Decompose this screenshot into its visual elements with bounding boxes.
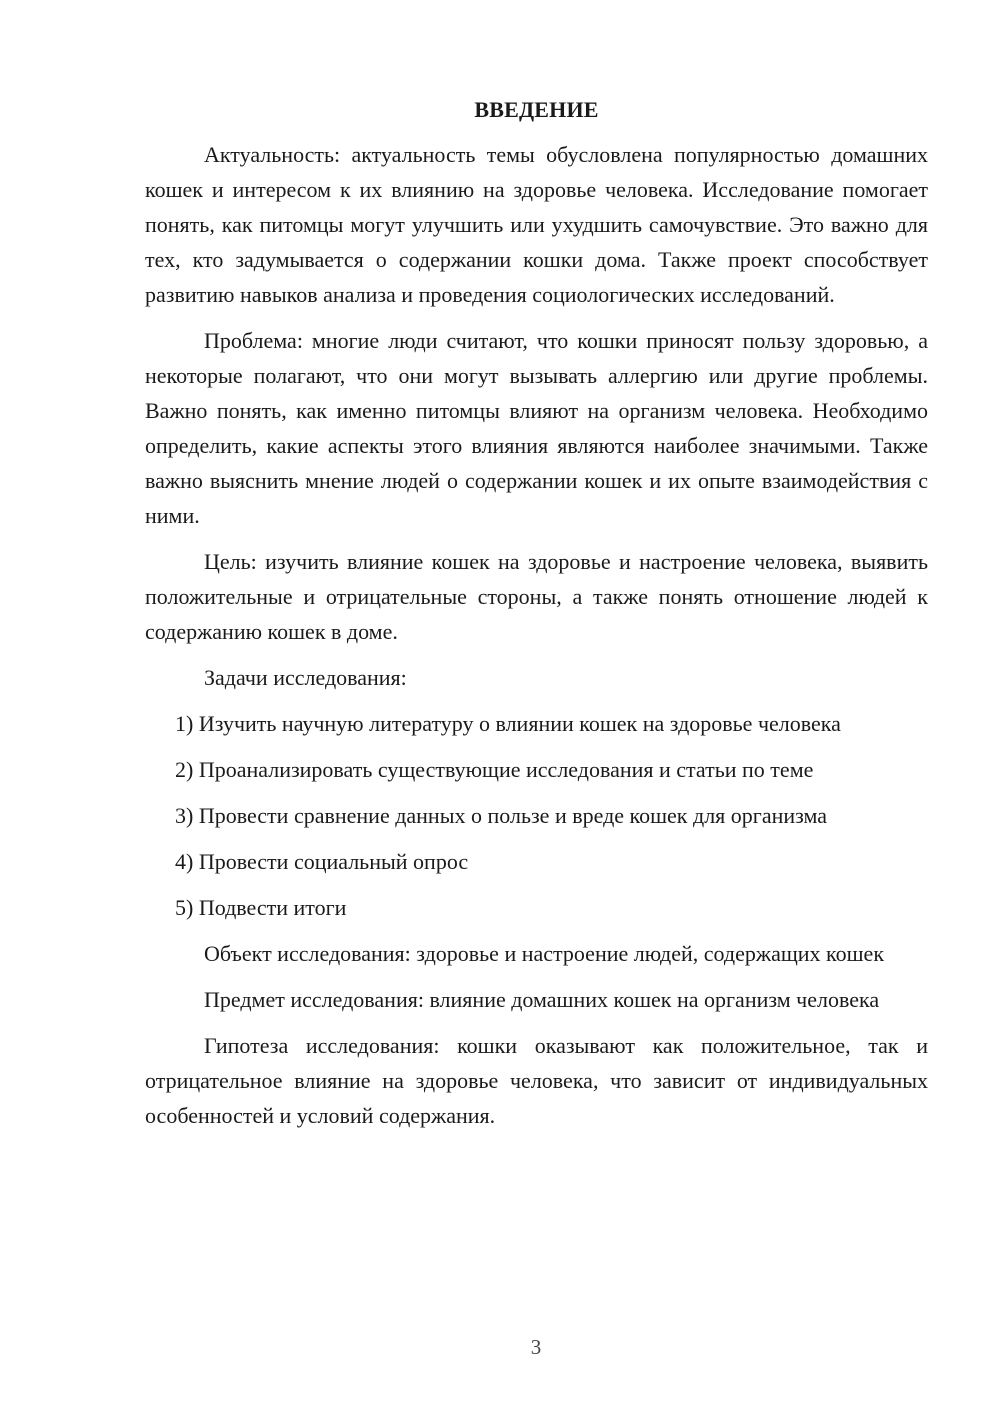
document-page — [145, 92, 928, 1133]
task-item-1: 1) Изучить научную литературу о влиянии кошек на здоровье человека — [175, 711, 841, 736]
relevance-paragraph: Актуальность: актуальность темы обусловлена популярностью домашних кошек и интересом к их влиянию на здоровье человека. Исследование помогает понять, как питомцы могут улучшить или ухудшить самочувствие. Это важно для тех, кто задумывается о содержании кошки дома. Также проект способствует развитию навыков анализа и проведения социологических исследований. — [145, 142, 928, 307]
goal-paragraph: Цель: изучить влияние кошек на здоровье и настроение человека, выявить положительные и отрицательные стороны, а также понять отношение людей к содержанию кошек в доме. — [145, 549, 928, 644]
task-item-2: 2) Проанализировать существующие исследования и статьи по теме — [175, 757, 814, 782]
tasks-heading: Задачи исследования: — [204, 665, 407, 690]
page-number: 3 — [530, 1335, 542, 1359]
problem-paragraph: Проблема: многие люди считают, что кошки приносят пользу здоровью, а некоторые полагают, что они могут вызывать аллергию или другие проблемы. Важно понять, как именно питомцы влияют на организм человека. Необходимо определить, какие аспекты этого влияния являются наиболее значимыми. Также важно выяснить мнение людей о содержании кошек и их опыте взаимодействия с ними. — [145, 328, 928, 528]
hypothesis-paragraph: Гипотеза исследования: кошки оказывают как положительное, так и отрицательное влияние на здоровье человека, что зависит от индивидуальных особенностей и условий содержания. — [145, 1033, 928, 1128]
task-item-4: 4) Провести социальный опрос — [175, 849, 469, 874]
task-item-5: 5) Подвести итоги — [175, 895, 347, 920]
page-title: ВВЕДЕНИЕ — [474, 97, 599, 122]
subject-paragraph: Предмет исследования: влияние домашних кошек на организм человека — [204, 987, 880, 1012]
object-paragraph: Объект исследования: здоровье и настроение людей, содержащих кошек — [204, 941, 885, 966]
task-item-3: 3) Провести сравнение данных о пользе и вреде кошек для организма — [175, 803, 828, 828]
